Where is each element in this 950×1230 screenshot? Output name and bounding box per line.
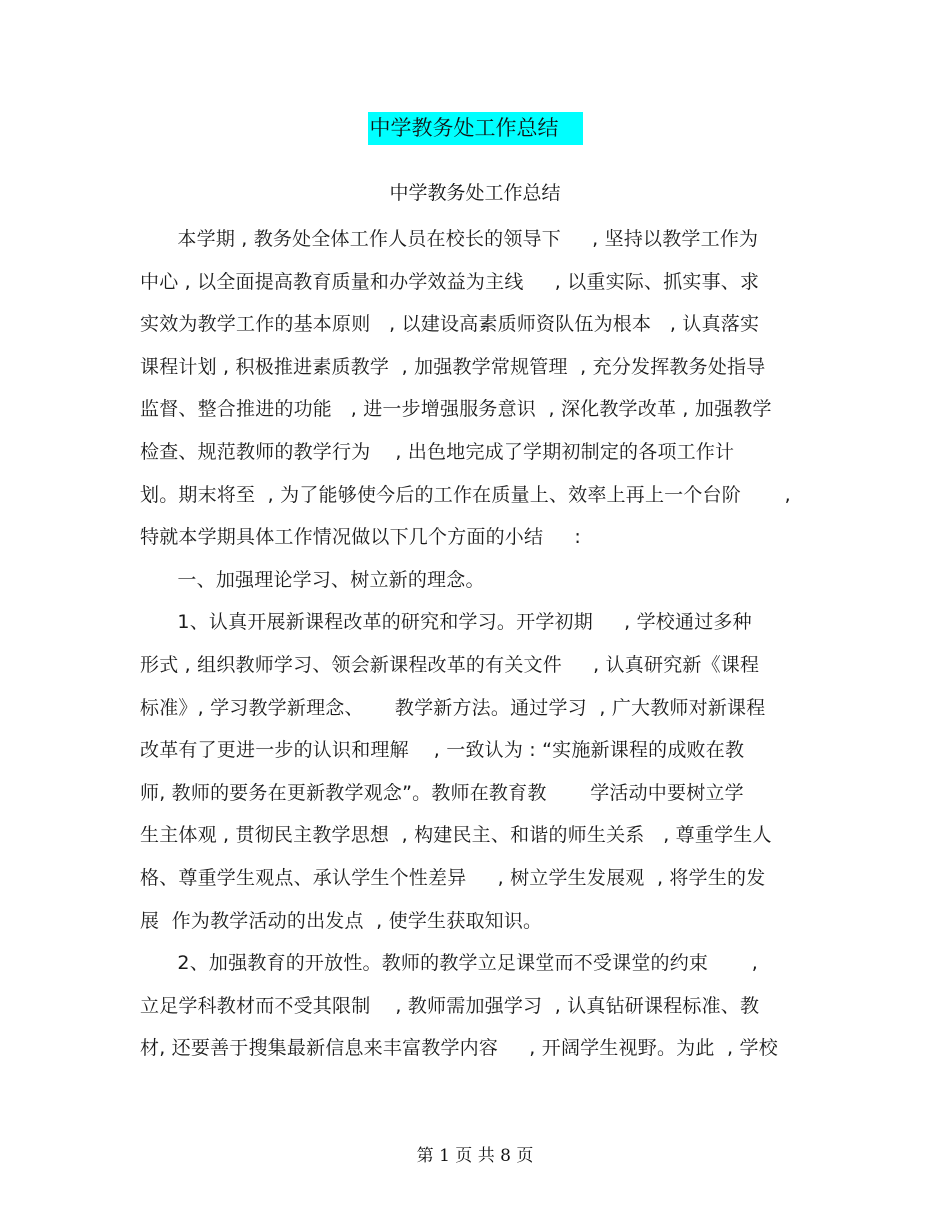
text-line: 形式 , 组织教师学习、领会新课程改革的有关文件 , 认真研究新《课程 [140,653,760,676]
text-line: 标准》, 学习教学新理念、 教学新方法。通过学习 , 广大教师对新课程 [140,696,766,719]
text-line: 中心 , 以全面提高教育质量和办学效益为主线 , 以重实际、抓实事、求 [140,270,760,293]
text-line: 实效为教学工作的基本原则 , 以建设高素质师资队伍为根本 , 认真落实 [140,313,760,336]
title-container [0,112,950,145]
text-line: 师, 教师的要务在更新教学观念”。教师在教育教 学活动中要树立学 [140,781,744,804]
text-line: 生主体观 , 贯彻民主教学思想 , 构建民主、和谐的师生关系 , 尊重学生人 [140,824,772,847]
text-line: 1、认真开展新课程改革的研究和学习。开学初期 , 学校通过多种 [140,611,752,634]
text-line: 检查、规范教师的教学行为 , 出色地完成了学期初制定的各项工作计 [140,440,735,463]
text-line: 格、尊重学生观点、承认学生个性差异 , 树立学生发展观 , 将学生的发 [140,866,766,889]
text-line: 课程计划 , 积极推进素质教学 , 加强教学常规管理 , 充分发挥教务处指导 [140,355,766,378]
text-line: 展 作为教学活动的出发点 , 使学生获取知识。 [140,909,543,932]
document-body [140,218,820,1070]
document-title: 中学教务处工作总结 [368,112,583,145]
text-line: 特就本学期具体工作情况做以下几个方面的小结 : [140,526,582,549]
text-line: 监督、整合推进的功能 , 进一步增强服务意识 , 深化教学改革 , 加强教学 [140,398,772,421]
text-line: 改革有了更进一步的认识和理解 , 一致认为 : “实施新课程的成败在教 [140,739,745,762]
text-line: 划。期末将至 , 为了能够使今后的工作在质量上、效率上再上一个台阶 , [140,483,791,506]
text-line: 2、加强教育的开放性。教师的教学立足课堂而不受课堂的约束 , [140,952,759,975]
text-line: 材, 还要善于搜集最新信息来丰富教学内容 , 开阔学生视野。为此 , 学校 [140,1037,778,1060]
text-line: 本学期 , 教务处全体工作人员在校长的领导下 , 坚持以教学工作为 [140,228,759,250]
section-heading: 一、加强理论学习、树立新的理念。 [140,568,485,591]
text-line: 立足学科教材而不受其限制 , 教师需加强学习 , 认真钻研课程标准、教 [140,994,760,1017]
document-subtitle: 中学教务处工作总结 [389,182,561,204]
page-indicator: 第 1 页 共 8 页 [416,1146,534,1166]
